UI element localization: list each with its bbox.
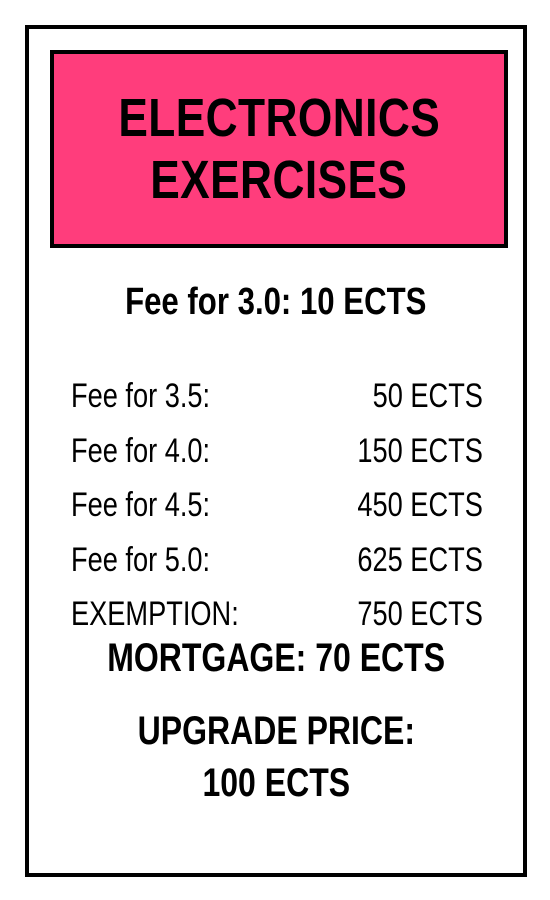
- fee-row-value: 50 ECTS: [372, 376, 483, 415]
- card-title-line-2: EXERCISES: [150, 150, 408, 210]
- fee-row-label: Fee for 3.5:: [71, 376, 211, 415]
- upgrade-price: [29, 705, 523, 809]
- fee-row-value: 750 ECTS: [357, 594, 483, 633]
- card-title-line-1: ELECTRONICS: [118, 88, 440, 148]
- fee-row: [71, 431, 483, 471]
- fee-row-label: Fee for 5.0:: [71, 540, 211, 579]
- fee-row: [71, 540, 483, 580]
- mortgage-text: MORTGAGE: 70 ECTS: [107, 636, 445, 680]
- base-fee: [29, 281, 523, 324]
- upgrade-price-value: 100 ECTS: [202, 761, 350, 805]
- fee-row-value: 150 ECTS: [357, 431, 483, 470]
- fee-row: [71, 376, 483, 416]
- property-card: [25, 25, 527, 877]
- fee-row-label: Fee for 4.0:: [71, 431, 211, 470]
- fee-row-label: EXEMPTION:: [71, 594, 239, 633]
- fee-row-value: 450 ECTS: [357, 485, 483, 524]
- upgrade-price-label: UPGRADE PRICE:: [137, 709, 415, 753]
- card-title-banner: [50, 50, 508, 248]
- fee-row-value: 625 ECTS: [357, 540, 483, 579]
- base-fee-text: Fee for 3.0: 10 ECTS: [125, 281, 427, 323]
- fee-row: [71, 594, 483, 634]
- fee-row-label: Fee for 4.5:: [71, 485, 211, 524]
- fee-row: [71, 485, 483, 525]
- mortgage-value: [29, 636, 523, 681]
